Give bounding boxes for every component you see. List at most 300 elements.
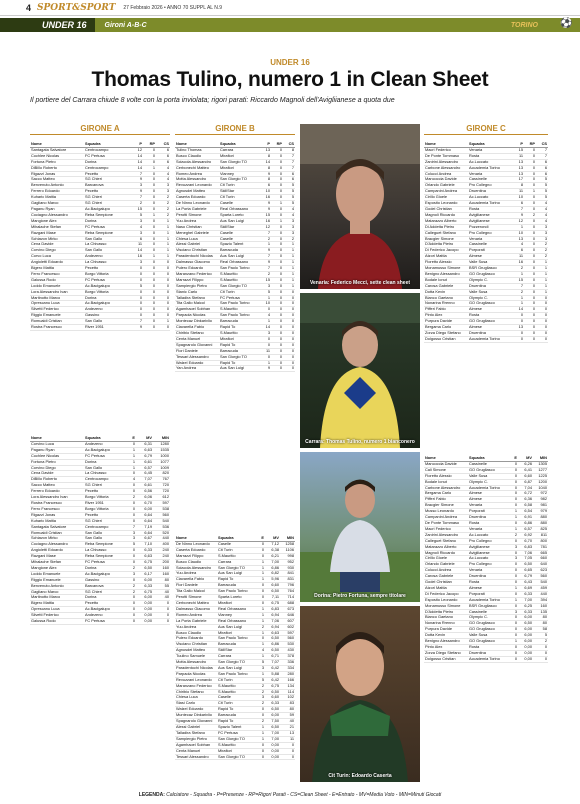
stat-value: 612 — [153, 495, 170, 501]
stat-value: 0 — [255, 707, 265, 713]
stat-value: 0 — [255, 547, 265, 553]
player-name: Razgani Mase — [30, 230, 84, 236]
team-name: Reba Sempione — [84, 554, 126, 560]
stat-value: 0 — [524, 230, 536, 236]
player-name: Tuulino Samuele — [175, 654, 217, 660]
stat-value: 820 — [153, 471, 170, 477]
stat-value: 0 — [143, 307, 156, 313]
stat-value: 7 — [536, 153, 548, 159]
page-number: 4 — [26, 2, 32, 13]
team-name: San Giorgio TO — [217, 660, 255, 666]
player-name: Zorza Diego Stefano — [424, 331, 468, 337]
team-name: Borgo Vittoria — [84, 289, 130, 295]
player-name: Di Addetta Pietro — [424, 224, 468, 230]
team-name: Valle Susa — [468, 473, 508, 479]
photo-caption: Venaria: Federico Mecci, sette clean sheet — [309, 280, 411, 286]
team-name: Caselle — [217, 695, 255, 701]
player-name: Carbone Alessandro — [424, 485, 468, 491]
team-name: San Paolo Torino — [219, 266, 259, 272]
player-name: Fortuna Pietro — [30, 159, 84, 165]
stat-value: 623 — [533, 568, 548, 574]
stat-value: 9 — [130, 177, 143, 183]
team-name: Barracuda — [217, 713, 255, 719]
col-nome: Nome — [424, 456, 468, 461]
stat-value: 102 — [280, 695, 295, 701]
stat-value: 5 — [536, 177, 548, 183]
team-name: Real Orbassano — [217, 618, 255, 624]
player-name: Schiavon Mirko — [30, 236, 84, 242]
stat-value: 6,00 — [518, 633, 533, 639]
player-name: De Ninno Leonardo — [175, 541, 217, 547]
stat-value: 7,19 — [136, 524, 153, 530]
player-name: Esposito Leonardo — [424, 201, 468, 207]
team-name: Accademia Torino — [468, 201, 512, 207]
player-name: Motta Alessandro — [175, 177, 219, 183]
stat-value: 394 — [533, 597, 548, 603]
stat-value: 1 — [156, 254, 170, 260]
player-name: Ciavarella Fabio — [175, 325, 219, 331]
team-name: Spazio Talent — [217, 725, 255, 731]
stat-value: 1 — [143, 254, 156, 260]
stat-value: 7 — [283, 165, 295, 171]
stat-value: 13 — [259, 147, 271, 153]
player-name: Visciano Christian — [175, 248, 219, 254]
stat-value: 0 — [156, 307, 170, 313]
table-row — [175, 618, 295, 624]
girone-c-stats-table — [424, 142, 548, 343]
stat-value: 796 — [280, 583, 295, 589]
stat-value: 0 — [536, 325, 548, 331]
player-name: Benvenuto Antonio — [30, 183, 84, 189]
team-name: Almese — [468, 497, 508, 503]
col-squadra: Squadra — [468, 456, 508, 461]
stat-value: 6,33 — [136, 583, 153, 589]
stat-value: 6,50 — [518, 621, 533, 627]
table-row — [30, 500, 170, 506]
stat-value: 1 — [283, 283, 295, 289]
stat-value: 0 — [156, 325, 170, 331]
team-name: Ac.Bacigalupo — [84, 301, 130, 307]
girone-a-ratings-table — [30, 436, 170, 625]
stat-value: 6,00 — [136, 595, 153, 601]
stat-value: 825 — [533, 526, 548, 532]
player-name: Fioretto Alessio — [424, 260, 468, 266]
player-name: Purpura Davide — [424, 319, 468, 325]
stat-value: 135 — [533, 609, 548, 615]
stat-value: 1106 — [280, 547, 295, 553]
stat-value: 6,70 — [518, 538, 533, 544]
stat-value: 2 — [156, 195, 170, 201]
player-name: Ciavarella Fabio — [175, 577, 217, 583]
stat-value: 6 — [283, 177, 295, 183]
stat-value: 841 — [280, 571, 295, 577]
stat-value: 0 — [156, 295, 170, 301]
stat-value: 0 — [283, 342, 295, 348]
stat-value: 0 — [126, 601, 136, 607]
stat-value: 6,82 — [265, 571, 280, 577]
stat-value: 11 — [512, 254, 524, 260]
stat-value: 2 — [156, 206, 170, 212]
player-name: Cochlee Nicolas — [30, 153, 84, 159]
stat-value: 0 — [533, 656, 548, 662]
team-name: S.Mauritio — [219, 331, 259, 337]
stat-value: 1 — [156, 248, 170, 254]
stat-value: 0 — [143, 325, 156, 331]
girone-a-title: GIRONE A — [30, 124, 170, 135]
table-row — [175, 636, 295, 642]
team-name: Aus San Luigi — [217, 624, 255, 630]
stat-value: 3 — [156, 189, 170, 195]
player-name: Carbone Alessandro — [424, 165, 468, 171]
stat-value: 160 — [153, 565, 170, 571]
stat-value: 2 — [512, 266, 524, 272]
stat-value: 0 — [143, 183, 156, 189]
stat-value: 0 — [255, 589, 265, 595]
player-name: Sampiergio Pietro — [175, 736, 217, 742]
stat-value: 0,00 — [518, 650, 533, 656]
stat-value: 0 — [283, 366, 295, 372]
stat-value: 11 — [280, 736, 295, 742]
stat-value: 6,86 — [265, 642, 280, 648]
team-name: Rapid To — [219, 360, 259, 366]
stat-value: 0 — [508, 497, 518, 503]
stat-value: 1 — [255, 671, 265, 677]
team-name: Venaria — [468, 503, 508, 509]
player-name: Tita Gallo Maicol — [175, 589, 217, 595]
stat-value: 3 — [283, 230, 295, 236]
team-name: SkillStar — [217, 648, 255, 654]
player-photo-caserta — [300, 606, 420, 782]
stat-value: 0 — [130, 271, 143, 277]
player-name: Macri Federico — [424, 147, 468, 153]
stat-value: 0 — [271, 301, 283, 307]
team-name: Carrara — [217, 559, 255, 565]
table-row — [424, 544, 548, 550]
stat-value: 1 — [512, 224, 524, 230]
stat-value: 0 — [508, 461, 518, 467]
team-name: Rosta — [468, 206, 512, 212]
col-nome: Nome — [30, 142, 84, 147]
stat-value: 1535 — [153, 447, 170, 453]
stat-value: 811 — [533, 532, 548, 538]
table-row — [30, 447, 170, 453]
team-name: Aus San Luigi — [217, 665, 255, 671]
team-name: Ac.Bacigalupo — [84, 206, 130, 212]
stat-value: 0 — [126, 595, 136, 601]
stat-value: 14 — [130, 153, 143, 159]
col-nome: Nome — [175, 536, 217, 541]
stat-value: 0 — [524, 277, 536, 283]
stat-value: 40 — [153, 589, 170, 595]
col-cs: CS — [156, 142, 170, 147]
stat-value: 4 — [283, 206, 295, 212]
stat-value: 7,04 — [518, 485, 533, 491]
stat-value: 0 — [524, 260, 536, 266]
player-name: Busco Claudio — [175, 630, 217, 636]
table-row — [30, 560, 170, 566]
team-name: Cassinelle — [468, 609, 508, 615]
team-name: SG Chieri — [84, 195, 130, 201]
player-name: Romualdi Cristian — [30, 530, 84, 536]
stat-value: 1 — [259, 242, 271, 248]
stat-value: 14 — [130, 159, 143, 165]
stat-value: 1 — [255, 736, 265, 742]
stat-value: 0 — [524, 171, 536, 177]
team-name: Almese — [468, 585, 508, 591]
team-name: GO Grugliasco — [468, 271, 512, 277]
stat-value: 3 — [536, 224, 548, 230]
team-name: Almese — [468, 254, 512, 260]
stat-value: 336 — [280, 660, 295, 666]
player-name: Fiori Daniele — [175, 348, 219, 354]
stat-value: 0 — [524, 295, 536, 301]
stat-value: 6,86 — [265, 565, 280, 571]
stat-value: 0 — [283, 301, 295, 307]
player-name: Stasi Carlo — [175, 701, 217, 707]
stat-value: 6,33 — [136, 548, 153, 554]
table-row — [175, 660, 295, 666]
stat-value: 6 — [536, 171, 548, 177]
stat-value: 0 — [508, 479, 518, 485]
stat-value: 6,64 — [136, 530, 153, 536]
stat-value: 998 — [280, 553, 295, 559]
stat-value: 1009 — [153, 465, 170, 471]
stat-value: 6,70 — [136, 500, 153, 506]
stat-value: 14 — [259, 159, 271, 165]
stat-value: 767 — [153, 477, 170, 483]
stat-value: 7 — [130, 195, 143, 201]
stat-value: 2 — [508, 532, 518, 538]
stat-value: 714 — [280, 595, 295, 601]
table-row — [30, 441, 170, 447]
stat-value: 5 — [533, 633, 548, 639]
table-row — [424, 615, 548, 621]
stat-value: 0 — [156, 260, 170, 266]
stat-value: 430 — [280, 648, 295, 654]
player-name: La Porta Gabriele — [175, 206, 219, 212]
player-name: Nonarina Rrenno — [424, 621, 468, 627]
team-name: GO Grugliasco — [468, 639, 508, 645]
article-kicker: UNDER 16 — [270, 58, 310, 67]
player-silhouette-icon — [300, 452, 420, 602]
team-name: Barracuda — [219, 248, 259, 254]
team-name: SkillStar — [219, 189, 259, 195]
stat-value: 0 — [130, 313, 143, 319]
stat-value: 1 — [536, 260, 548, 266]
stat-value: 9 — [259, 260, 271, 266]
player-name: Riggio Emanuele — [30, 577, 84, 583]
player-name: Purpura Davide — [424, 627, 468, 633]
stat-value: 3 — [508, 609, 518, 615]
stat-value: 160 — [533, 603, 548, 609]
team-name: Aus San Luigi — [219, 218, 259, 224]
player-name: Sampiergio Pietro — [175, 283, 219, 289]
team-name: Carrara — [219, 147, 259, 153]
player-name: Angioletti Edoardo — [30, 548, 84, 554]
team-name: Andezeno — [84, 254, 130, 260]
team-name: Venaria — [468, 236, 512, 242]
stat-value: 1 — [536, 289, 548, 295]
stat-value: 9 — [259, 201, 271, 207]
stat-value: 6,50 — [265, 648, 280, 654]
team-name: Barracuda — [219, 319, 259, 325]
player-name: Yuu Andrea — [175, 571, 217, 577]
stat-value: 982 — [533, 497, 548, 503]
stat-value: 0 — [271, 360, 283, 366]
stat-value: 1200 — [533, 479, 548, 485]
player-name: Meneghel Gabriele — [175, 230, 219, 236]
team-name: Pecetto — [84, 266, 130, 272]
team-name: Pecetto — [84, 601, 126, 607]
stat-value: 3 — [126, 536, 136, 542]
col-squadra: Squadra — [217, 536, 255, 541]
stat-value: 7 — [126, 524, 136, 530]
stat-value: 0 — [271, 183, 283, 189]
stat-value: 134 — [280, 683, 295, 689]
stat-value: 6 — [512, 248, 524, 254]
stat-value: 0 — [271, 248, 283, 254]
col-rp: RP — [143, 142, 156, 147]
stat-value: 0 — [524, 319, 536, 325]
stat-value: 1 — [536, 277, 548, 283]
stat-value: 2 — [126, 589, 136, 595]
stat-value: 0 — [536, 295, 548, 301]
stat-value: 1 — [536, 266, 548, 272]
team-name: S.Mauritio — [217, 742, 255, 748]
team-name: San Gallo — [84, 236, 130, 242]
table-row — [175, 589, 295, 595]
table-row — [30, 613, 170, 619]
stat-value: 1 — [259, 295, 271, 301]
stat-value: 2 — [536, 254, 548, 260]
stat-value: 560 — [280, 636, 295, 642]
player-name: Mancoccia Davide — [424, 177, 468, 183]
stat-value: 688 — [280, 600, 295, 606]
stat-value: 59 — [280, 713, 295, 719]
table-row — [30, 542, 170, 548]
stat-value: 0 — [271, 147, 283, 153]
stat-value: 530 — [280, 642, 295, 648]
team-name: Caselle — [219, 201, 259, 207]
stat-value: 0 — [508, 562, 518, 568]
stat-value: 0 — [271, 336, 283, 342]
stat-value: 4 — [536, 212, 548, 218]
player-name: Agamhaoel Sobhan — [175, 307, 219, 313]
player-name: Fiori Daniele — [175, 583, 217, 589]
stat-value: 440 — [153, 536, 170, 542]
stat-value: 6,69 — [518, 585, 533, 591]
stat-value: 0 — [143, 277, 156, 283]
stat-value: 6,87 — [518, 479, 533, 485]
team-name: San Gallo — [84, 530, 126, 536]
stat-value: 0 — [156, 313, 170, 319]
stat-value: 1 — [512, 301, 524, 307]
team-name: Avigliianese — [468, 212, 512, 218]
player-name: Romualdi Cristian — [30, 319, 84, 325]
player-name: Dolgosso Cristian — [424, 336, 468, 342]
team-name: Accademia Torino — [468, 597, 508, 603]
stat-value: 1 — [143, 165, 156, 171]
stat-value: 0 — [143, 319, 156, 325]
player-name: Dalmasso Giacomo — [175, 260, 219, 266]
stat-value: 5 — [126, 542, 136, 548]
stat-value: 0 — [524, 165, 536, 171]
stat-value: 6,00 — [265, 713, 280, 719]
stat-value: 0 — [130, 266, 143, 272]
player-name: Atzori Mattia — [424, 585, 468, 591]
section-bar — [0, 18, 580, 32]
stat-value: 0 — [126, 512, 136, 518]
stat-value: 13 — [512, 171, 524, 177]
team-name: Cit Turin — [219, 183, 259, 189]
stat-value: 6,57 — [136, 465, 153, 471]
stat-value: 720 — [153, 483, 170, 489]
stat-value: 55 — [153, 583, 170, 589]
stat-value: 0 — [143, 218, 156, 224]
team-name: San Giorgio TO — [217, 736, 255, 742]
player-name: Matarazzo Alberto — [424, 544, 468, 550]
stat-value: 0 — [126, 554, 136, 560]
team-name: Andezeno — [84, 613, 126, 619]
team-name: FC Pertusa — [84, 153, 130, 159]
stat-value: 9 — [259, 248, 271, 254]
player-name: Chiribio Stefano — [175, 689, 217, 695]
stat-value: 83 — [280, 701, 295, 707]
stat-value: 6,57 — [518, 526, 533, 532]
stat-value: 6,63 — [136, 447, 153, 453]
stat-value: 58 — [533, 627, 548, 633]
stat-value: 21 — [280, 725, 295, 731]
stat-value: 0 — [271, 319, 283, 325]
team-name: San Paolo Torino — [217, 671, 255, 677]
section-category: UNDER 16 — [0, 18, 95, 32]
stat-value: 3 — [130, 183, 143, 189]
player-name: Mangione Alex — [30, 218, 84, 224]
player-name: Agamhaoel Sobhan — [175, 742, 217, 748]
player-name: Orlando Gabriele — [424, 562, 468, 568]
stat-value: 0 — [156, 277, 170, 283]
player-name: Zanirini Alessandro — [424, 532, 468, 538]
team-name: SG Chieri — [84, 518, 126, 524]
stat-value: 3 — [130, 230, 143, 236]
player-name: Angioletti Edoardo — [30, 260, 84, 266]
girone-c-title: GIRONE C — [424, 124, 548, 135]
table-row — [424, 609, 548, 615]
team-name: Pro Collegno — [468, 230, 512, 236]
stat-value: 6,72 — [518, 491, 533, 497]
stat-value: 1280 — [153, 441, 170, 447]
team-name: Real Orbassano — [219, 260, 259, 266]
stat-value: 673 — [280, 606, 295, 612]
player-name: Orlando Gabriele — [424, 183, 468, 189]
team-name: SG Chieri — [84, 483, 126, 489]
player-name: Centa Manuel — [175, 748, 217, 754]
col-mv: MV — [136, 436, 153, 441]
stat-value: 6,50 — [265, 589, 280, 595]
stat-value: 0 — [156, 301, 170, 307]
player-name: Bianco Gaetano — [424, 615, 468, 621]
team-name: Rosta — [468, 313, 512, 319]
stat-value: 200 — [153, 560, 170, 566]
stat-value: 0 — [512, 313, 524, 319]
player-name: La Porta Gabriele — [175, 618, 217, 624]
team-name: Cit Turin — [219, 289, 259, 295]
team-name: Reba Sempione — [84, 212, 130, 218]
stat-value: 0 — [143, 201, 156, 207]
stat-value: 0 — [271, 289, 283, 295]
legend-label: LEGENDA: — [138, 792, 165, 798]
player-name: De Ponte Tommaso — [424, 520, 468, 526]
